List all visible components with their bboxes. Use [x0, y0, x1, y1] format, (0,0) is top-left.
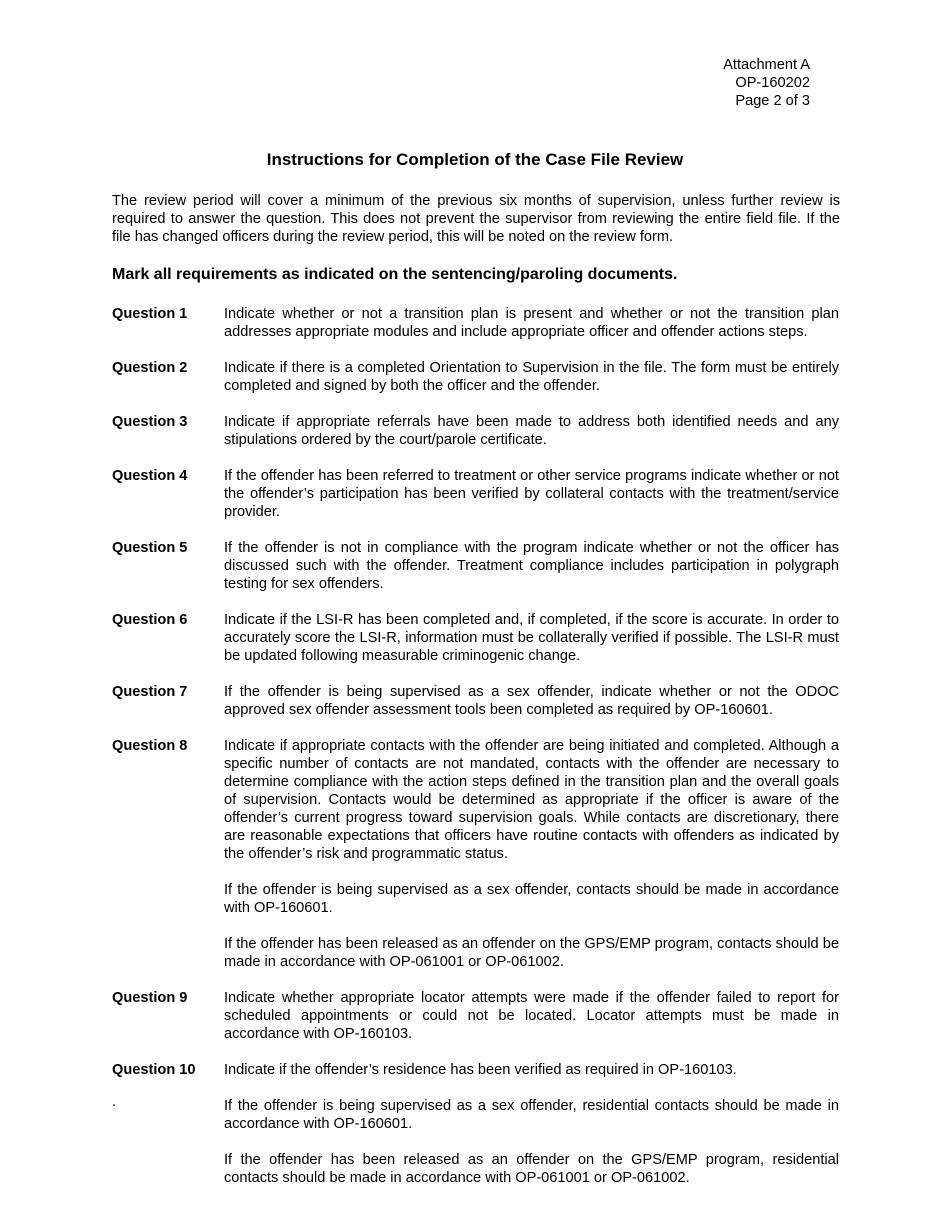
section-subheading: Mark all requirements as indicated on the sentencing/paroling documents. — [112, 266, 678, 283]
question-label: Question 9 — [112, 990, 188, 1006]
question-paragraph: If the offender is being supervised as a sex offender, residential contacts should be made in accordance with OP-160601. — [224, 1098, 839, 1132]
question-item — [112, 359, 840, 395]
question-body — [224, 539, 839, 593]
question-paragraph: If the offender is not in compliance with the program indicate whether or not the officer has discussed such with the offender. Treatment compliance includes participation in polygraph testing for sex offenders. — [224, 540, 839, 592]
question-item — [112, 989, 840, 1043]
question-paragraph: Indicate if the offender’s residence has been verified as required in OP-160103. — [224, 1062, 737, 1078]
question-label: Question 6 — [112, 612, 188, 628]
op-number: OP-160202 — [735, 75, 810, 91]
questions-list — [112, 305, 840, 1205]
page-title: Instructions for Completion of the Case File Review — [266, 150, 684, 169]
document-header — [723, 56, 810, 110]
question-label: Question 5 — [112, 540, 188, 556]
question-paragraph: Indicate if there is a completed Orientation to Supervision in the file. The form must be entirely completed and signed by both the officer and the offender. — [224, 360, 839, 394]
question-item — [112, 737, 840, 971]
question-label: Question 4 — [112, 468, 188, 484]
intro-paragraph: The review period will cover a minimum of the previous six months of supervision, unless further review is required to answer the question. This does not prevent the supervisor from reviewing the entire field file. If the file has changed officers during the review period, this will be noted on the review form. — [112, 193, 840, 245]
question-paragraph: Indicate if appropriate referrals have been made to address both identified needs and any stipulations ordered by the court/parole certificate. — [224, 414, 839, 448]
question-body — [224, 359, 839, 395]
question-body — [224, 413, 839, 449]
question-label: Question 8 — [112, 738, 188, 754]
stray-period-mark: . — [112, 1094, 117, 1110]
question-body — [224, 467, 839, 521]
question-item — [112, 611, 840, 665]
attachment-label: Attachment A — [723, 57, 810, 73]
question-label: Question 10 — [112, 1062, 196, 1078]
question-item — [112, 305, 840, 341]
question-item — [112, 413, 840, 449]
question-paragraph: If the offender is being supervised as a sex offender, contacts should be made in accordance with OP-160601. — [224, 882, 839, 916]
question-paragraph: If the offender is being supervised as a sex offender, indicate whether or not the ODOC approved sex offender assessment tools been completed as required by OP-160601. — [224, 684, 839, 718]
question-body — [224, 737, 839, 971]
question-item — [112, 1061, 840, 1187]
question-paragraph: Indicate whether appropriate locator attempts were made if the offender failed to report for scheduled appointments or could not be located. Locator attempts must be made in accordance with OP-160103. — [224, 990, 839, 1042]
question-item — [112, 539, 840, 593]
question-body — [224, 1061, 839, 1187]
question-item — [112, 467, 840, 521]
question-item — [112, 683, 840, 719]
question-label: Question 7 — [112, 684, 188, 700]
question-body — [224, 989, 839, 1043]
question-paragraph: If the offender has been referred to treatment or other service programs indicate whether or not the offender’s participation has been verified by collateral contacts with the treatment/service provider. — [224, 468, 839, 520]
question-paragraph: Indicate if the LSI-R has been completed and, if completed, if the score is accurate. In order to accurately score the LSI-R, information must be collaterally verified if possible. The LSI-R must be updated following measurable criminogenic change. — [224, 612, 839, 664]
question-body — [224, 683, 839, 719]
page-number: Page 2 of 3 — [735, 93, 810, 109]
question-label: Question 2 — [112, 360, 188, 376]
question-body — [224, 611, 839, 665]
question-label: Question 1 — [112, 306, 188, 322]
question-body — [224, 305, 839, 341]
question-paragraph: Indicate if appropriate contacts with the offender are being initiated and completed. Although a specific number of contacts are not mandated, contacts with the offender are necessary to determine compliance with the action steps defined in the transition plan and the overall goals of supervision. Contacts would be determined as appropriate if the officer is aware of the offender’s current progress toward supervision goals. While contacts are discretionary, there are reasonable expectations that officers have routine contacts with offenders as indicated by the offender’s risk and programmatic status. — [224, 738, 839, 862]
question-paragraph: If the offender has been released as an offender on the GPS/EMP program, contacts should be made in accordance with OP-061001 or OP-061002. — [224, 936, 839, 970]
question-label: Question 3 — [112, 414, 188, 430]
question-paragraph: If the offender has been released as an offender on the GPS/EMP program, residential contacts should be made in accordance with OP-061001 or OP-061002. — [224, 1152, 839, 1186]
question-paragraph: Indicate whether or not a transition plan is present and whether or not the transition plan addresses appropriate modules and include appropriate officer and offender actions steps. — [224, 306, 839, 340]
